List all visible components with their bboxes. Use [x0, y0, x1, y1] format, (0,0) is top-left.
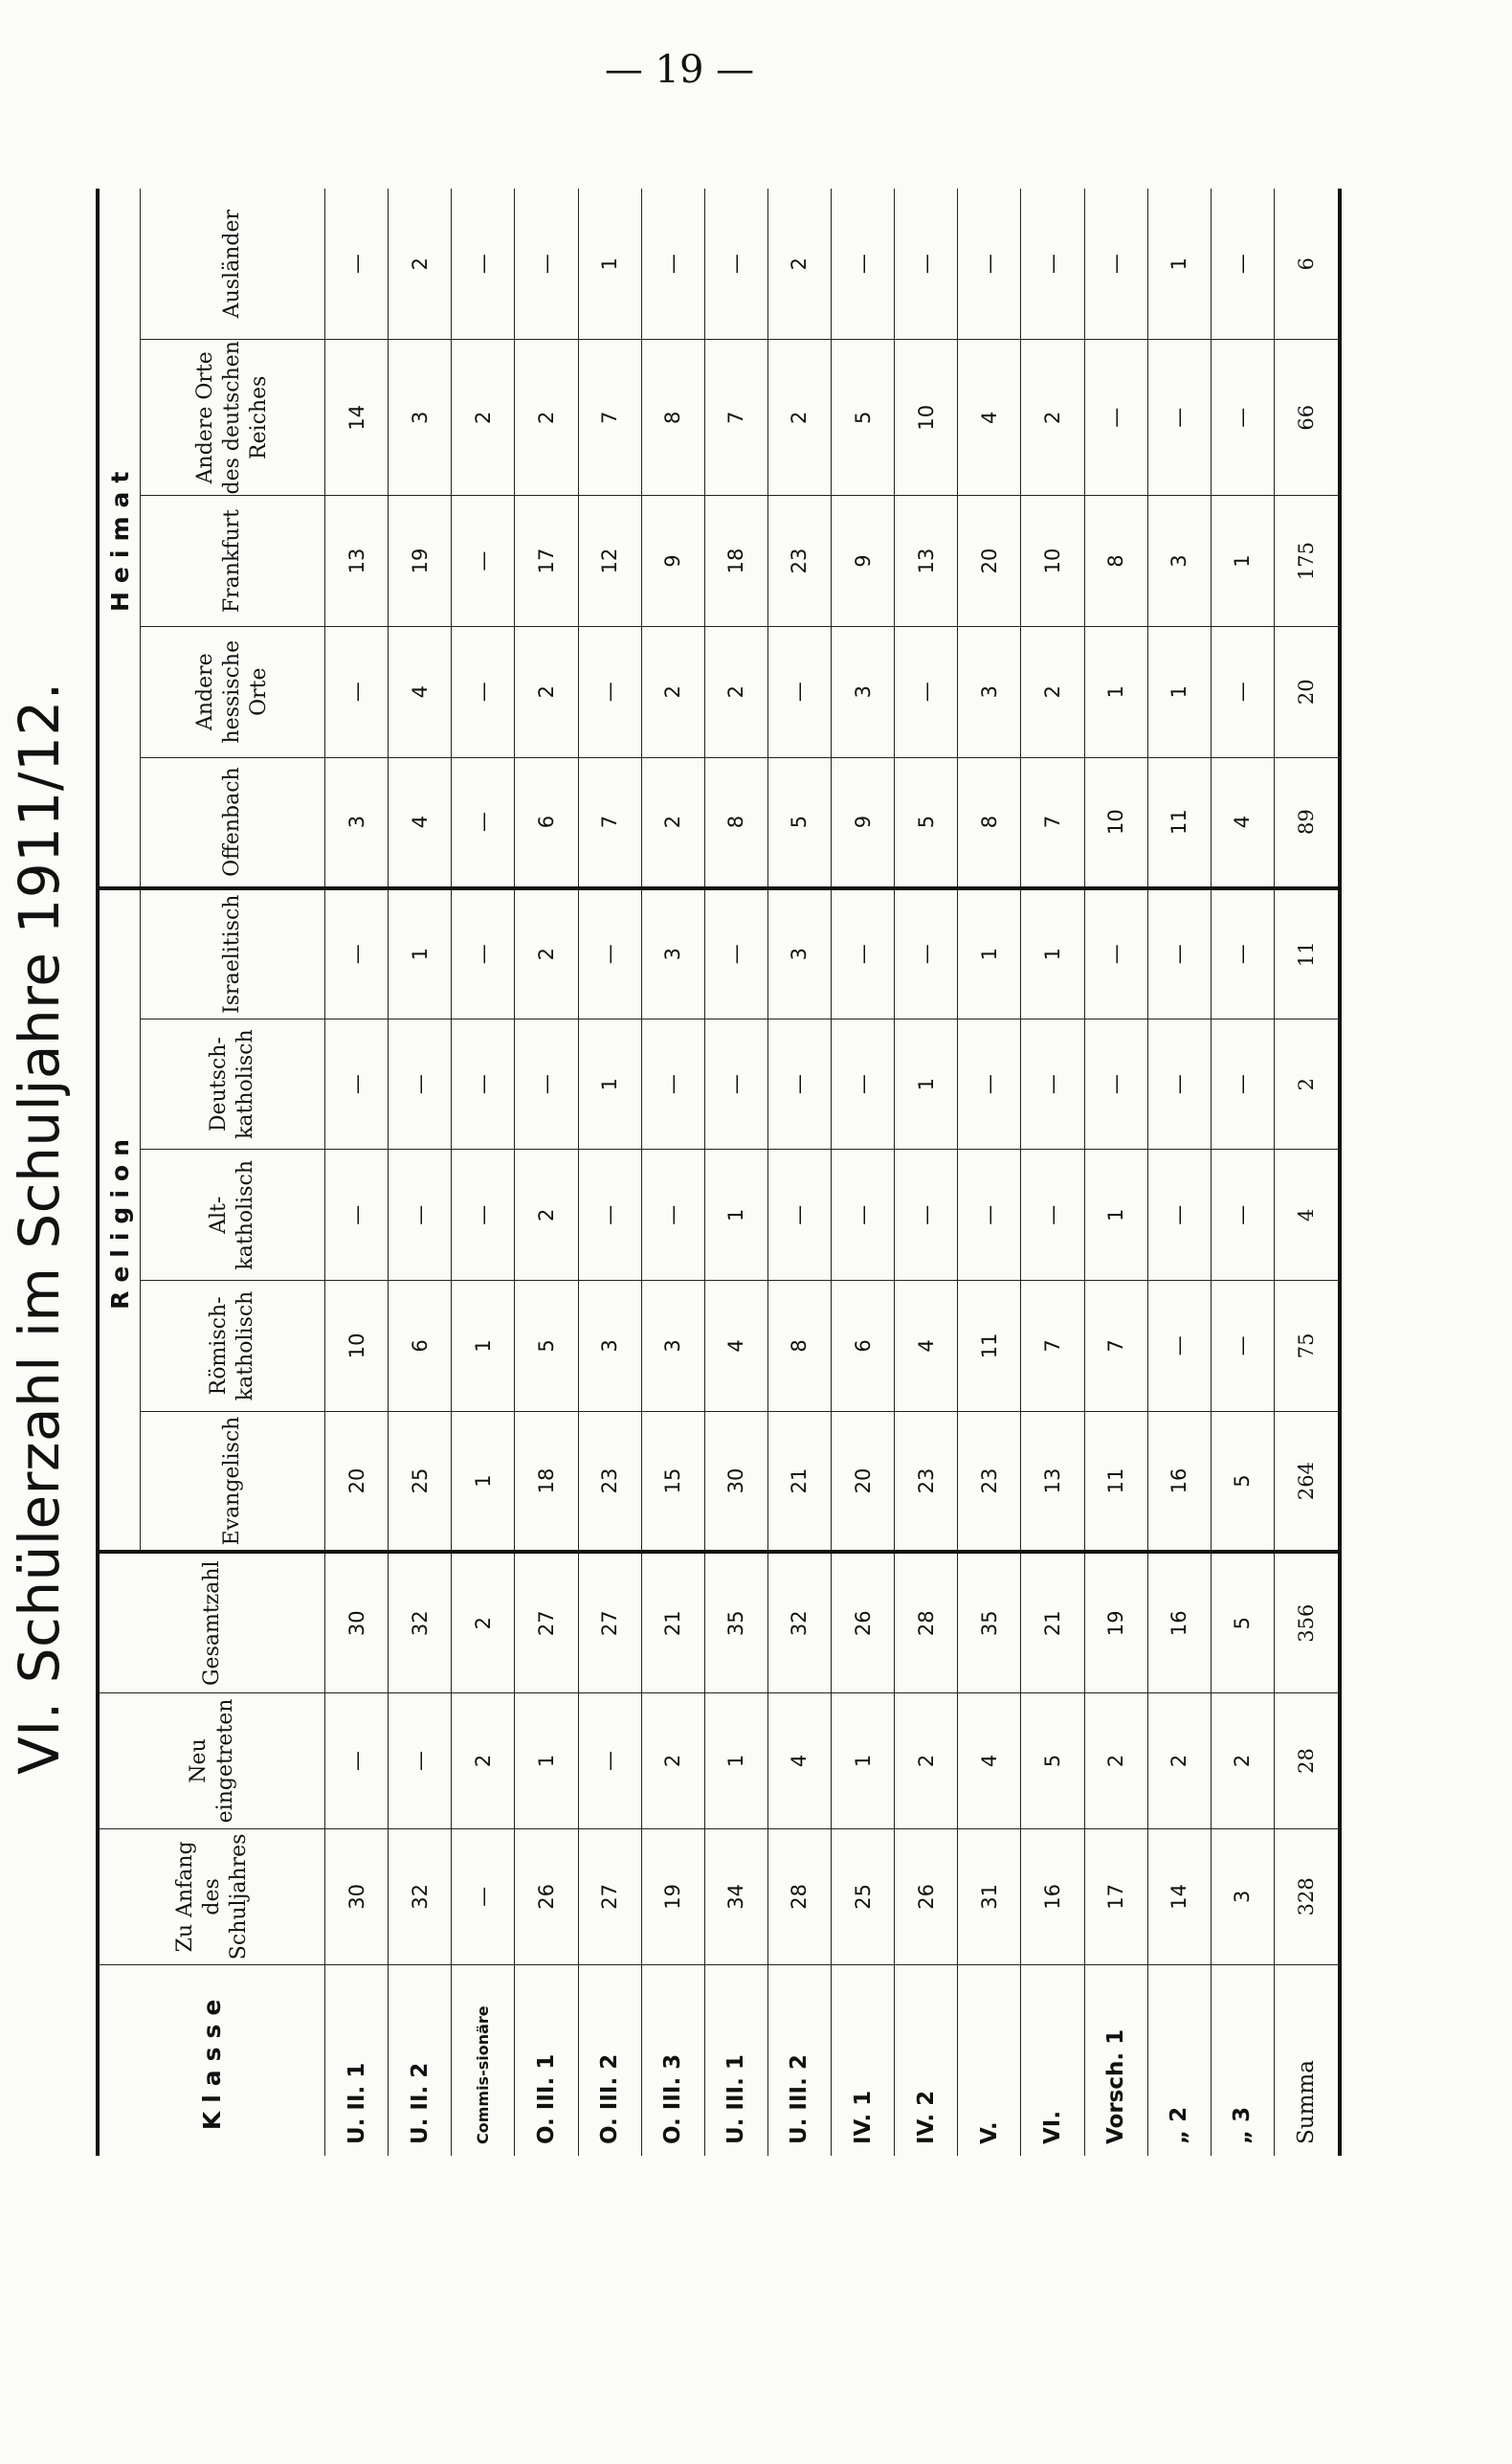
cell-reich: 4	[958, 340, 1021, 496]
cell-evang: 23	[578, 1411, 641, 1552]
table-row	[325, 189, 389, 2156]
cell-alt: 1	[704, 1150, 767, 1281]
cell-gesamt: 32	[389, 1552, 452, 1692]
cell-reich: 3	[389, 340, 452, 496]
cell-alt: 1	[1084, 1150, 1147, 1281]
cell-frankfurt: 20	[958, 496, 1021, 627]
cell-gesamt: 21	[641, 1552, 704, 1692]
cell-alt: —	[578, 1150, 641, 1281]
cell-klasse: „ 2	[1147, 1964, 1211, 2156]
table-row	[1147, 189, 1211, 2156]
cell-hessen: 4	[389, 626, 452, 757]
cell-evang: 21	[767, 1411, 831, 1552]
cell-gesamt: 16	[1147, 1552, 1211, 1692]
cell-deutsch: —	[452, 1019, 515, 1150]
cell-roem: 6	[832, 1281, 895, 1412]
cell-deutsch: 1	[895, 1019, 958, 1150]
cell-frankfurt: 10	[1021, 496, 1084, 627]
cell-zu-anfang: 27	[578, 1828, 641, 1964]
cell-neu: 5	[1021, 1693, 1084, 1829]
cell-reich: 5	[832, 340, 895, 496]
cell-ausl: 2	[389, 189, 452, 340]
student-statistics-table	[96, 189, 1342, 2156]
deutsch-katholisch-header: Deutsch-katholisch	[141, 1019, 325, 1150]
cell-deutsch: —	[1211, 1019, 1274, 1150]
cell-reich: 8	[641, 340, 704, 496]
cell-isr: —	[895, 888, 958, 1019]
cell-ausl: —	[325, 189, 389, 340]
cell-evang: 18	[515, 1411, 578, 1552]
cell-frankfurt: 19	[389, 496, 452, 627]
cell-roem: 4	[895, 1281, 958, 1412]
cell-isr: 1	[389, 888, 452, 1019]
cell-zu-anfang: 32	[389, 1828, 452, 1964]
cell-hessen: 3	[832, 626, 895, 757]
cell-hessen: 2	[1021, 626, 1084, 757]
heimat-header: Heimat	[98, 189, 141, 888]
cell-offenbach: 5	[895, 757, 958, 888]
cell-evang: 1	[452, 1411, 515, 1552]
cell-zu-anfang: 26	[515, 1828, 578, 1964]
cell-roem: 75	[1274, 1281, 1340, 1412]
cell-evang: 13	[1021, 1411, 1084, 1552]
cell-evang: 20	[325, 1411, 389, 1552]
cell-ausl: —	[895, 189, 958, 340]
cell-neu: 2	[895, 1693, 958, 1829]
cell-klasse: U. II. 2	[389, 1964, 452, 2156]
cell-zu-anfang: —	[452, 1828, 515, 1964]
cell-reich: 14	[325, 340, 389, 496]
cell-offenbach: 9	[832, 757, 895, 888]
neu-eingetreten-header: Neu eingetreten	[98, 1693, 325, 1829]
cell-roem: 7	[1084, 1281, 1147, 1412]
cell-roem: 3	[578, 1281, 641, 1412]
cell-gesamt: 2	[452, 1552, 515, 1692]
cell-isr: 11	[1274, 888, 1340, 1019]
cell-neu: 2	[452, 1693, 515, 1829]
cell-ausl: —	[1211, 189, 1274, 340]
cell-evang: 20	[832, 1411, 895, 1552]
israelitisch-header: Israelitisch	[141, 888, 325, 1019]
cell-evang: 15	[641, 1411, 704, 1552]
cell-hessen: —	[578, 626, 641, 757]
cell-gesamt: 27	[578, 1552, 641, 1692]
cell-roem: 11	[958, 1281, 1021, 1412]
cell-isr: —	[704, 888, 767, 1019]
table-body	[325, 189, 1341, 2156]
cell-hessen: —	[895, 626, 958, 757]
cell-evang: 25	[389, 1411, 452, 1552]
cell-klasse: U. III. 2	[767, 1964, 831, 2156]
cell-isr: —	[578, 888, 641, 1019]
zu-anfang-header: Zu Anfang des Schuljahres	[98, 1828, 325, 1964]
cell-hessen: 1	[1147, 626, 1211, 757]
cell-ausl: —	[1084, 189, 1147, 340]
cell-klasse: U. III. 1	[704, 1964, 767, 2156]
cell-gesamt: 26	[832, 1552, 895, 1692]
cell-neu: 4	[767, 1693, 831, 1829]
cell-klasse: O. III. 2	[578, 1964, 641, 2156]
cell-zu-anfang: 3	[1211, 1828, 1274, 1964]
cell-frankfurt: 13	[895, 496, 958, 627]
cell-ausl: —	[515, 189, 578, 340]
cell-offenbach: 7	[1021, 757, 1084, 888]
cell-reich: 2	[1021, 340, 1084, 496]
cell-roem: 5	[515, 1281, 578, 1412]
cell-zu-anfang: 328	[1274, 1828, 1340, 1964]
table-row	[452, 189, 515, 2156]
cell-deutsch: —	[641, 1019, 704, 1150]
cell-roem: 7	[1021, 1281, 1084, 1412]
cell-roem: —	[1211, 1281, 1274, 1412]
cell-alt: —	[1021, 1150, 1084, 1281]
cell-frankfurt: 8	[1084, 496, 1147, 627]
cell-gesamt: 35	[704, 1552, 767, 1692]
cell-frankfurt: 23	[767, 496, 831, 627]
table-row	[389, 189, 452, 2156]
table-row	[578, 189, 641, 2156]
table-row	[641, 189, 704, 2156]
cell-isr: —	[1084, 888, 1147, 1019]
cell-frankfurt: 9	[641, 496, 704, 627]
cell-alt: —	[832, 1150, 895, 1281]
cell-frankfurt: 9	[832, 496, 895, 627]
table-row	[832, 189, 895, 2156]
cell-alt: 2	[515, 1150, 578, 1281]
cell-deutsch: —	[515, 1019, 578, 1150]
cell-neu: 1	[832, 1693, 895, 1829]
cell-deutsch: —	[389, 1019, 452, 1150]
cell-offenbach: 3	[325, 757, 389, 888]
cell-alt: —	[641, 1150, 704, 1281]
cell-isr: 3	[767, 888, 831, 1019]
cell-hessen: 2	[704, 626, 767, 757]
auslaender-header: Ausländer	[141, 189, 325, 340]
alt-katholisch-header: Alt-katholisch	[141, 1150, 325, 1281]
religion-header: Religion	[98, 888, 141, 1553]
cell-hessen: 1	[1084, 626, 1147, 757]
cell-offenbach: 10	[1084, 757, 1147, 888]
cell-alt: —	[452, 1150, 515, 1281]
cell-neu: 4	[958, 1693, 1021, 1829]
cell-isr: —	[832, 888, 895, 1019]
cell-offenbach: 89	[1274, 757, 1340, 888]
cell-offenbach: 8	[704, 757, 767, 888]
cell-ausl: —	[452, 189, 515, 340]
page-title: VI. Schülerzahl im Schuljahre 1911/12.	[7, 682, 72, 1775]
cell-deutsch: 1	[578, 1019, 641, 1150]
cell-alt: —	[1147, 1150, 1211, 1281]
cell-deutsch: —	[325, 1019, 389, 1150]
cell-zu-anfang: 19	[641, 1828, 704, 1964]
cell-ausl: —	[832, 189, 895, 340]
cell-evang: 23	[895, 1411, 958, 1552]
cell-deutsch: —	[704, 1019, 767, 1150]
cell-neu: 2	[641, 1693, 704, 1829]
cell-roem: 3	[641, 1281, 704, 1412]
cell-neu: —	[325, 1693, 389, 1829]
cell-klasse: U. II. 1	[325, 1964, 389, 2156]
cell-hessen: 2	[515, 626, 578, 757]
table-row	[515, 189, 578, 2156]
cell-roem: 1	[452, 1281, 515, 1412]
cell-frankfurt: 175	[1274, 496, 1340, 627]
cell-neu: 2	[1211, 1693, 1274, 1829]
cell-reich: 2	[452, 340, 515, 496]
cell-neu: 1	[704, 1693, 767, 1829]
cell-gesamt: 21	[1021, 1552, 1084, 1692]
summary-row	[1274, 189, 1340, 2156]
cell-hessen: —	[452, 626, 515, 757]
cell-zu-anfang: 30	[325, 1828, 389, 1964]
cell-zu-anfang: 28	[767, 1828, 831, 1964]
cell-gesamt: 5	[1211, 1552, 1274, 1692]
cell-alt: —	[958, 1150, 1021, 1281]
cell-reich: 7	[578, 340, 641, 496]
cell-zu-anfang: 31	[958, 1828, 1021, 1964]
cell-neu: 1	[515, 1693, 578, 1829]
page-number: — 19 —	[604, 48, 755, 92]
cell-evang: 30	[704, 1411, 767, 1552]
cell-frankfurt: 13	[325, 496, 389, 627]
cell-klasse: Summa	[1274, 1964, 1340, 2156]
cell-isr: —	[452, 888, 515, 1019]
cell-gesamt: 356	[1274, 1552, 1340, 1692]
cell-roem: —	[1147, 1281, 1211, 1412]
cell-alt: —	[325, 1150, 389, 1281]
cell-frankfurt: —	[452, 496, 515, 627]
cell-reich: —	[1147, 340, 1211, 496]
cell-offenbach: 11	[1147, 757, 1211, 888]
cell-frankfurt: 3	[1147, 496, 1211, 627]
cell-zu-anfang: 25	[832, 1828, 895, 1964]
cell-ausl: —	[1021, 189, 1084, 340]
cell-offenbach: —	[452, 757, 515, 888]
cell-gesamt: 30	[325, 1552, 389, 1692]
cell-offenbach: 5	[767, 757, 831, 888]
cell-frankfurt: 12	[578, 496, 641, 627]
cell-neu: 2	[1084, 1693, 1147, 1829]
cell-offenbach: 4	[389, 757, 452, 888]
cell-klasse: Commis-sionäre	[452, 1964, 515, 2156]
cell-zu-anfang: 16	[1021, 1828, 1084, 1964]
cell-zu-anfang: 17	[1084, 1828, 1147, 1964]
cell-evang: 5	[1211, 1411, 1274, 1552]
cell-klasse: V.	[958, 1964, 1021, 2156]
cell-klasse: VI.	[1021, 1964, 1084, 2156]
cell-alt: —	[895, 1150, 958, 1281]
cell-gesamt: 35	[958, 1552, 1021, 1692]
cell-neu: —	[578, 1693, 641, 1829]
cell-evang: 23	[958, 1411, 1021, 1552]
cell-ausl: —	[958, 189, 1021, 340]
cell-klasse: Vorsch. 1	[1084, 1964, 1147, 2156]
andere-hessische-orte-header: Andere hessische Orte	[141, 626, 325, 757]
cell-evang: 11	[1084, 1411, 1147, 1552]
cell-klasse: IV. 2	[895, 1964, 958, 2156]
cell-offenbach: 7	[578, 757, 641, 888]
cell-reich: 10	[895, 340, 958, 496]
andere-orte-reich-header: Andere Orte des deutschen Reiches	[141, 340, 325, 496]
cell-neu: 28	[1274, 1693, 1340, 1829]
cell-reich: 66	[1274, 340, 1340, 496]
cell-gesamt: 19	[1084, 1552, 1147, 1692]
cell-gesamt: 28	[895, 1552, 958, 1692]
frankfurt-header: Frankfurt	[141, 496, 325, 627]
cell-gesamt: 27	[515, 1552, 578, 1692]
cell-ausl: 1	[1147, 189, 1211, 340]
cell-roem: 4	[704, 1281, 767, 1412]
cell-offenbach: 4	[1211, 757, 1274, 888]
cell-klasse: O. III. 3	[641, 1964, 704, 2156]
cell-offenbach: 2	[641, 757, 704, 888]
cell-frankfurt: 17	[515, 496, 578, 627]
cell-zu-anfang: 34	[704, 1828, 767, 1964]
cell-hessen: —	[1211, 626, 1274, 757]
cell-isr: 2	[515, 888, 578, 1019]
cell-reich: —	[1211, 340, 1274, 496]
cell-roem: 8	[767, 1281, 831, 1412]
cell-neu: 2	[1147, 1693, 1211, 1829]
cell-deutsch: —	[958, 1019, 1021, 1150]
evangelisch-header: Evangelisch	[141, 1411, 325, 1552]
cell-reich: —	[1084, 340, 1147, 496]
cell-zu-anfang: 14	[1147, 1828, 1211, 1964]
cell-alt: —	[1211, 1150, 1274, 1281]
offenbach-header: Offenbach	[141, 757, 325, 888]
table-row	[704, 189, 767, 2156]
cell-deutsch: —	[1084, 1019, 1147, 1150]
cell-offenbach: 6	[515, 757, 578, 888]
cell-isr: —	[1211, 888, 1274, 1019]
table-row	[1021, 189, 1084, 2156]
cell-evang: 16	[1147, 1411, 1211, 1552]
cell-deutsch: 2	[1274, 1019, 1340, 1150]
cell-deutsch: —	[832, 1019, 895, 1150]
cell-gesamt: 32	[767, 1552, 831, 1692]
cell-klasse: IV. 1	[832, 1964, 895, 2156]
cell-roem: 6	[389, 1281, 452, 1412]
cell-reich: 2	[515, 340, 578, 496]
cell-reich: 7	[704, 340, 767, 496]
cell-isr: 1	[1021, 888, 1084, 1019]
cell-offenbach: 8	[958, 757, 1021, 888]
cell-hessen: 20	[1274, 626, 1340, 757]
cell-deutsch: —	[1147, 1019, 1211, 1150]
cell-isr: —	[1147, 888, 1211, 1019]
klasse-header: Klasse	[98, 1964, 325, 2156]
cell-isr: —	[325, 888, 389, 1019]
cell-ausl: 1	[578, 189, 641, 340]
cell-neu: —	[389, 1693, 452, 1829]
cell-frankfurt: 1	[1211, 496, 1274, 627]
gesamtzahl-header: Gesamtzahl	[98, 1552, 325, 1692]
cell-isr: 3	[641, 888, 704, 1019]
table-row	[1211, 189, 1274, 2156]
cell-evang: 264	[1274, 1411, 1340, 1552]
cell-hessen: —	[325, 626, 389, 757]
table-row	[895, 189, 958, 2156]
cell-frankfurt: 18	[704, 496, 767, 627]
cell-hessen: 2	[641, 626, 704, 757]
cell-ausl: 6	[1274, 189, 1340, 340]
cell-alt: —	[767, 1150, 831, 1281]
cell-zu-anfang: 26	[895, 1828, 958, 1964]
table-row	[1084, 189, 1147, 2156]
cell-hessen: 3	[958, 626, 1021, 757]
cell-alt: —	[389, 1150, 452, 1281]
cell-isr: 1	[958, 888, 1021, 1019]
cell-alt: 4	[1274, 1150, 1340, 1281]
cell-reich: 2	[767, 340, 831, 496]
table-row	[767, 189, 831, 2156]
cell-hessen: —	[767, 626, 831, 757]
cell-klasse: O. III. 1	[515, 1964, 578, 2156]
table-row	[958, 189, 1021, 2156]
cell-deutsch: —	[767, 1019, 831, 1150]
cell-ausl: 2	[767, 189, 831, 340]
cell-ausl: —	[641, 189, 704, 340]
cell-roem: 10	[325, 1281, 389, 1412]
cell-klasse: „ 3	[1211, 1964, 1274, 2156]
roemisch-katholisch-header: Römisch-katholisch	[141, 1281, 325, 1412]
cell-ausl: —	[704, 189, 767, 340]
cell-deutsch: —	[1021, 1019, 1084, 1150]
